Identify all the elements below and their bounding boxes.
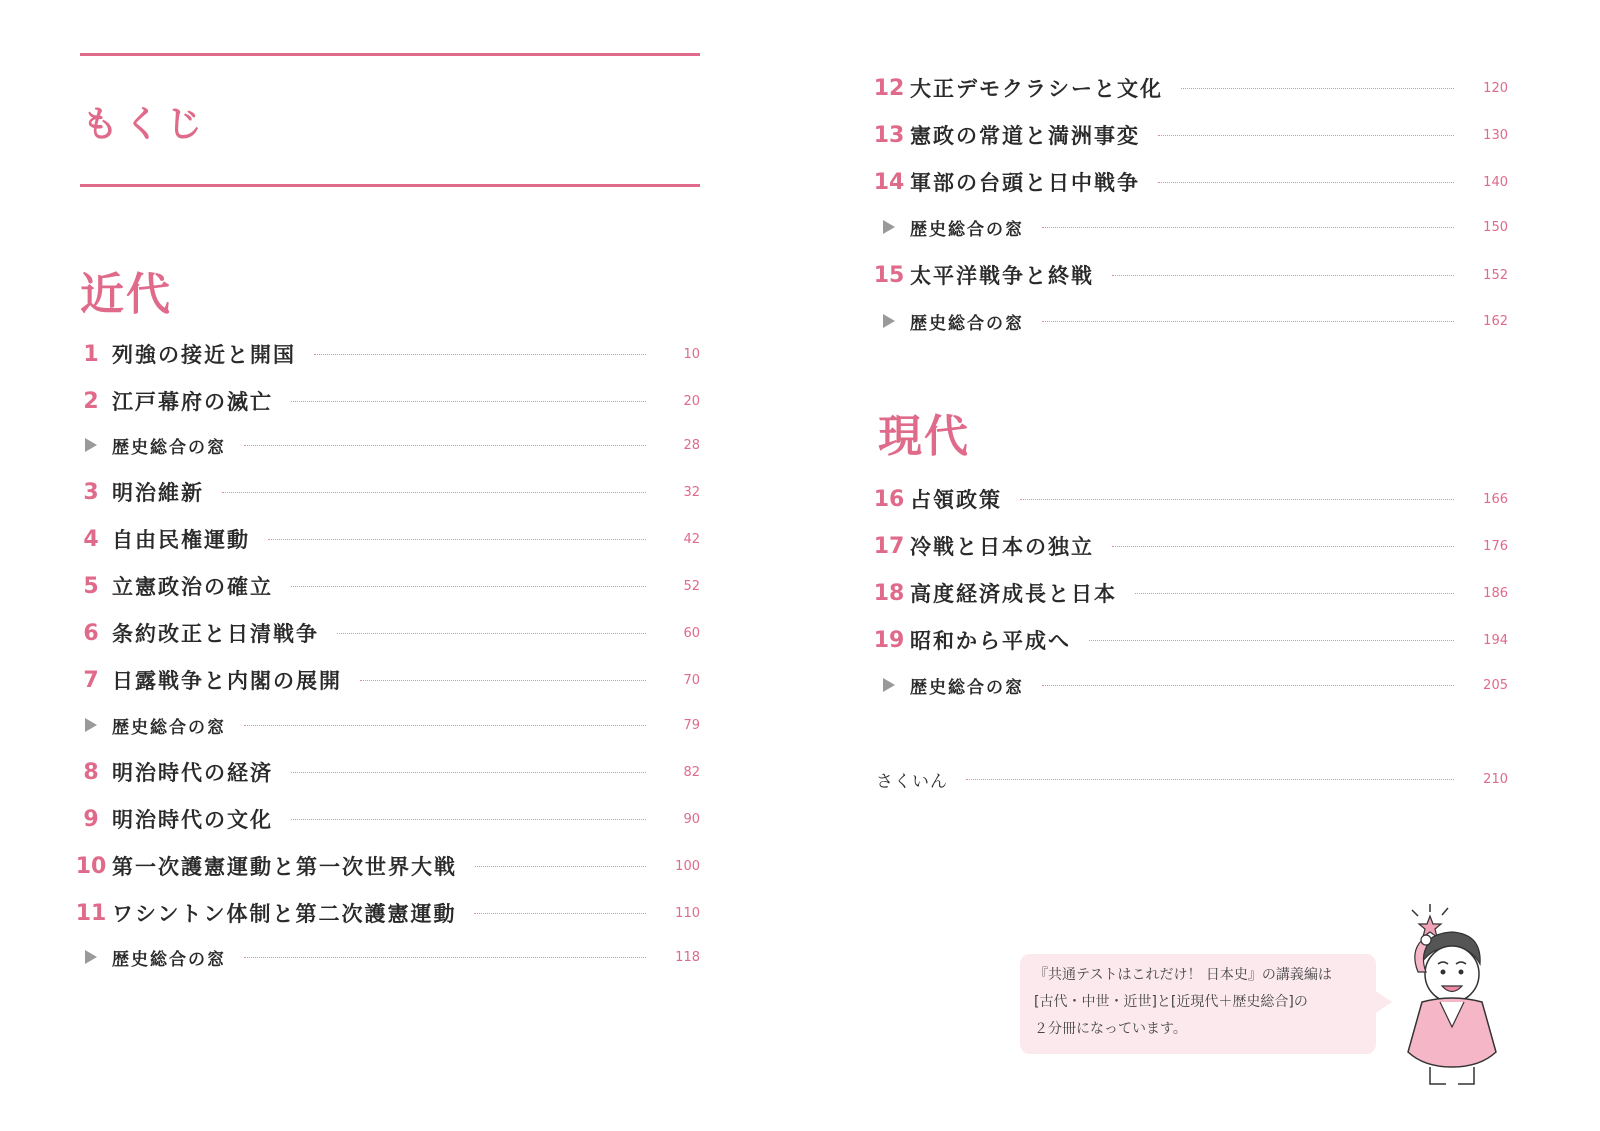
leader-dots bbox=[1020, 499, 1454, 500]
play-marker-icon bbox=[70, 438, 112, 452]
toc-row[interactable] bbox=[70, 618, 700, 648]
page-number: 82 bbox=[683, 764, 700, 780]
page-number: 90 bbox=[683, 811, 700, 827]
chapter-number: 1 bbox=[83, 341, 99, 367]
page-number: 176 bbox=[1483, 538, 1508, 554]
page-number: 79 bbox=[683, 717, 700, 733]
toc-row[interactable] bbox=[868, 578, 1508, 608]
chapter-number: 2 bbox=[83, 388, 99, 414]
leader-dots bbox=[291, 401, 646, 402]
chapter-title: 日露戦争と内閣の展開 bbox=[112, 669, 342, 693]
note-line: [古代・中世・近世]と[近現代＋歴史総合]の bbox=[1034, 994, 1308, 1010]
column-title: 歴史総合の窓 bbox=[112, 949, 226, 970]
page-number: 210 bbox=[1483, 771, 1508, 787]
toc-row[interactable] bbox=[70, 477, 700, 507]
chapter-number: 14 bbox=[873, 169, 905, 195]
page-number: 194 bbox=[1483, 632, 1508, 648]
page-number: 32 bbox=[683, 484, 700, 500]
chapter-title: 明治時代の文化 bbox=[112, 808, 273, 832]
page-number: 140 bbox=[1483, 174, 1508, 190]
chapter-title: 昭和から平成へ bbox=[910, 629, 1071, 653]
page-number: 205 bbox=[1483, 677, 1508, 693]
chapter-title: 明治時代の経済 bbox=[112, 761, 273, 785]
toc-row-column[interactable] bbox=[868, 306, 1508, 336]
toc-row[interactable] bbox=[70, 339, 700, 369]
toc-row-column[interactable] bbox=[70, 942, 700, 972]
page-number: 110 bbox=[675, 905, 700, 921]
chapter-title: 自由民権運動 bbox=[112, 528, 250, 552]
note-line: ２分冊になっています。 bbox=[1034, 1021, 1187, 1037]
leader-dots bbox=[244, 445, 646, 446]
page-number: 42 bbox=[683, 531, 700, 547]
chapter-title: 明治維新 bbox=[112, 481, 204, 505]
page-number: 28 bbox=[683, 437, 700, 453]
leader-dots bbox=[966, 779, 1454, 780]
page-number: 166 bbox=[1483, 491, 1508, 507]
toc-row[interactable] bbox=[70, 665, 700, 695]
leader-dots bbox=[268, 539, 646, 540]
toc-row[interactable] bbox=[868, 260, 1508, 290]
toc-row[interactable] bbox=[70, 851, 700, 881]
mascot-character-illustration bbox=[1400, 902, 1510, 1092]
chapter-number: 15 bbox=[873, 262, 905, 288]
leader-dots bbox=[1135, 593, 1454, 594]
era-heading-gendai: 現代 bbox=[878, 411, 970, 462]
leader-dots bbox=[244, 725, 646, 726]
column-title: 歴史総合の窓 bbox=[910, 677, 1024, 698]
chapter-title: 占領政策 bbox=[910, 488, 1002, 512]
chapter-number: 13 bbox=[873, 122, 905, 148]
index-title: さくいん bbox=[876, 771, 948, 792]
toc-row-column[interactable] bbox=[70, 430, 700, 460]
play-marker-icon bbox=[868, 678, 910, 692]
era-heading-kindai: 近代 bbox=[80, 269, 172, 320]
chapter-title: 第一次護憲運動と第一次世界大戦 bbox=[112, 855, 457, 879]
chapter-number: 6 bbox=[83, 620, 99, 646]
toc-row-column[interactable] bbox=[70, 710, 700, 740]
chapter-number: 3 bbox=[83, 479, 99, 505]
play-marker-icon bbox=[868, 314, 910, 328]
note-bubble bbox=[1020, 954, 1376, 1054]
play-marker-icon bbox=[70, 718, 112, 732]
toc-row-index[interactable] bbox=[868, 764, 1508, 794]
chapter-title: ワシントン体制と第二次護憲運動 bbox=[112, 902, 457, 926]
page-number: 60 bbox=[683, 625, 700, 641]
leader-dots bbox=[360, 680, 646, 681]
toc-row[interactable] bbox=[868, 73, 1508, 103]
leader-dots bbox=[1042, 227, 1454, 228]
leader-dots bbox=[475, 866, 646, 867]
leader-dots bbox=[1089, 640, 1454, 641]
toc-row[interactable] bbox=[70, 898, 700, 928]
toc-row-column[interactable] bbox=[868, 670, 1508, 700]
toc-row[interactable] bbox=[868, 531, 1508, 561]
leader-dots bbox=[1042, 321, 1454, 322]
chapter-number: 4 bbox=[83, 526, 99, 552]
toc-left-column bbox=[70, 0, 700, 1131]
page-number: 10 bbox=[683, 346, 700, 362]
column-title: 歴史総合の窓 bbox=[112, 717, 226, 738]
page-title: もくじ bbox=[82, 104, 209, 145]
chapter-number: 18 bbox=[873, 580, 905, 606]
page-number: 162 bbox=[1483, 313, 1508, 329]
leader-dots bbox=[1112, 275, 1454, 276]
leader-dots bbox=[291, 819, 646, 820]
chapter-title: 大正デモクラシーと文化 bbox=[910, 77, 1163, 101]
chapter-number: 11 bbox=[75, 900, 107, 926]
chapter-title: 太平洋戦争と終戦 bbox=[910, 264, 1094, 288]
page-number: 70 bbox=[683, 672, 700, 688]
chapter-number: 9 bbox=[83, 806, 99, 832]
toc-row[interactable] bbox=[70, 524, 700, 554]
leader-dots bbox=[1042, 685, 1454, 686]
chapter-number: 16 bbox=[873, 486, 905, 512]
column-title: 歴史総合の窓 bbox=[910, 313, 1024, 334]
leader-dots bbox=[1158, 182, 1454, 183]
toc-row[interactable] bbox=[70, 757, 700, 787]
leader-dots bbox=[222, 492, 646, 493]
page-number: 152 bbox=[1483, 267, 1508, 283]
page-number: 100 bbox=[675, 858, 700, 874]
chapter-number: 10 bbox=[75, 853, 107, 879]
chapter-title: 列強の接近と開国 bbox=[112, 343, 296, 367]
chapter-number: 12 bbox=[873, 75, 905, 101]
page-number: 20 bbox=[683, 393, 700, 409]
chapter-title: 軍部の台頭と日中戦争 bbox=[910, 171, 1140, 195]
page-number: 150 bbox=[1483, 219, 1508, 235]
chapter-title: 立憲政治の確立 bbox=[112, 575, 273, 599]
page-number: 52 bbox=[683, 578, 700, 594]
page-number: 118 bbox=[675, 949, 700, 965]
toc-row[interactable] bbox=[868, 167, 1508, 197]
chapter-title: 憲政の常道と満洲事変 bbox=[910, 124, 1140, 148]
page-number: 120 bbox=[1483, 80, 1508, 96]
toc-row[interactable] bbox=[868, 625, 1508, 655]
toc-row[interactable] bbox=[70, 804, 700, 834]
chapter-number: 8 bbox=[83, 759, 99, 785]
toc-row[interactable] bbox=[70, 386, 700, 416]
leader-dots bbox=[291, 772, 646, 773]
chapter-number: 19 bbox=[873, 627, 905, 653]
toc-row-column[interactable] bbox=[868, 212, 1508, 242]
chapter-number: 7 bbox=[83, 667, 99, 693]
leader-dots bbox=[244, 957, 646, 958]
leader-dots bbox=[1181, 88, 1454, 89]
leader-dots bbox=[474, 913, 646, 914]
chapter-number: 5 bbox=[83, 573, 99, 599]
toc-row[interactable] bbox=[70, 571, 700, 601]
chapter-title: 冷戦と日本の独立 bbox=[910, 535, 1094, 559]
leader-dots bbox=[291, 586, 646, 587]
chapter-title: 高度経済成長と日本 bbox=[910, 582, 1117, 606]
leader-dots bbox=[1158, 135, 1454, 136]
page-number: 186 bbox=[1483, 585, 1508, 601]
toc-row[interactable] bbox=[868, 120, 1508, 150]
column-title: 歴史総合の窓 bbox=[112, 437, 226, 458]
chapter-title: 条約改正と日清戦争 bbox=[112, 622, 319, 646]
leader-dots bbox=[1112, 546, 1454, 547]
chapter-title: 江戸幕府の滅亡 bbox=[112, 390, 273, 414]
toc-row[interactable] bbox=[868, 484, 1508, 514]
chapter-number: 17 bbox=[873, 533, 905, 559]
column-title: 歴史総合の窓 bbox=[910, 219, 1024, 240]
leader-dots bbox=[337, 633, 646, 634]
play-marker-icon bbox=[70, 950, 112, 964]
note-line: 『共通テストはこれだけ！ 日本史』の講義編は bbox=[1034, 967, 1332, 983]
play-marker-icon bbox=[868, 220, 910, 234]
page-number: 130 bbox=[1483, 127, 1508, 143]
leader-dots bbox=[314, 354, 646, 355]
